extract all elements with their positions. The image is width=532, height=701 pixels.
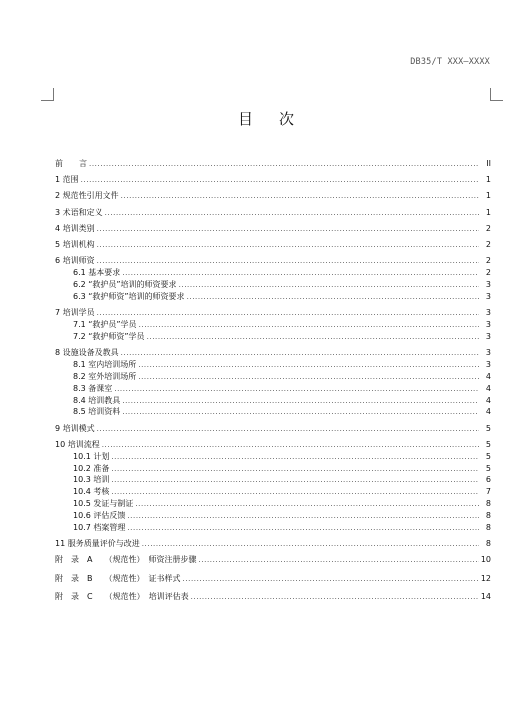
toc-dot-leader bbox=[147, 332, 479, 344]
toc-entry[interactable] bbox=[55, 255, 491, 267]
toc-entry[interactable] bbox=[55, 307, 491, 319]
toc-entry-label: 7.1 “救护员”学员 bbox=[73, 319, 137, 329]
toc-dot-leader bbox=[114, 384, 479, 396]
toc-entry[interactable] bbox=[55, 439, 491, 451]
toc-page-number: 4 bbox=[485, 371, 491, 381]
toc-entry[interactable] bbox=[55, 190, 491, 202]
toc-entry-label: 8 设施设备及教具 bbox=[55, 347, 119, 357]
toc-dot-leader bbox=[187, 292, 479, 304]
toc-entry-label: 10.3 培训 bbox=[73, 475, 110, 485]
toc-entry-label: 3 术语和定义 bbox=[55, 207, 103, 217]
toc-page-number: 5 bbox=[485, 451, 491, 461]
toc-entry-label: 8.5 培训资料 bbox=[73, 407, 121, 417]
toc-entry-label: 7.2 “救护师资”学员 bbox=[73, 331, 145, 341]
toc-entry[interactable] bbox=[55, 371, 491, 383]
toc-page-number: 3 bbox=[485, 307, 491, 317]
document-code: DB35/T XXX—XXXX bbox=[410, 57, 490, 67]
toc-dot-leader bbox=[122, 407, 479, 419]
toc-entry-label: 8.4 培训教具 bbox=[73, 395, 121, 405]
toc-entry-label: 6.1 基本要求 bbox=[73, 268, 121, 278]
toc-dot-leader bbox=[111, 487, 479, 499]
toc-entry-label: 2 规范性引用文件 bbox=[55, 191, 119, 201]
toc-dot-leader bbox=[122, 396, 479, 408]
toc-entry-label: 10.7 档案管理 bbox=[73, 523, 126, 533]
table-of-contents bbox=[55, 158, 491, 606]
toc-dot-leader bbox=[142, 539, 479, 551]
toc-dot-leader bbox=[191, 589, 479, 606]
toc-entry[interactable] bbox=[55, 223, 491, 235]
toc-dot-leader bbox=[138, 372, 479, 384]
toc-page-number: 6 bbox=[485, 475, 491, 485]
toc-dot-leader bbox=[105, 208, 479, 220]
toc-entry[interactable] bbox=[55, 423, 491, 435]
toc-page-number: 14 bbox=[480, 592, 491, 602]
toc-entry-label: 附 录 B （规范性） 证书样式 bbox=[55, 573, 181, 583]
toc-dot-leader bbox=[111, 475, 479, 487]
toc-page-number: 5 bbox=[485, 439, 491, 449]
toc-entry-label: 4 培训类别 bbox=[55, 223, 95, 233]
toc-entry[interactable] bbox=[55, 331, 491, 343]
toc-entry[interactable] bbox=[55, 538, 491, 550]
toc-entry[interactable] bbox=[55, 319, 491, 331]
toc-page-number: 3 bbox=[485, 331, 491, 341]
toc-page-number: 1 bbox=[485, 175, 491, 185]
toc-page-number: 4 bbox=[485, 395, 491, 405]
toc-page-number: II bbox=[486, 159, 491, 168]
toc-entry[interactable] bbox=[55, 279, 491, 291]
toc-dot-leader bbox=[179, 280, 479, 292]
toc-entry-label: 8.2 室外培训场所 bbox=[73, 371, 137, 381]
toc-entry[interactable] bbox=[55, 383, 491, 395]
toc-entry-label: 9 培训模式 bbox=[55, 423, 95, 433]
toc-dot-leader bbox=[97, 240, 479, 252]
toc-page-number: 3 bbox=[485, 319, 491, 329]
toc-dot-leader bbox=[97, 424, 479, 436]
toc-entry[interactable] bbox=[55, 474, 491, 486]
toc-page-number: 2 bbox=[485, 223, 491, 233]
toc-entry[interactable] bbox=[55, 174, 491, 186]
toc-page-number: 12 bbox=[480, 573, 491, 583]
toc-dot-leader bbox=[198, 552, 478, 569]
toc-entry-label: 10.6 评估反馈 bbox=[73, 511, 126, 521]
toc-page-number: 1 bbox=[485, 191, 491, 201]
crop-mark-left bbox=[41, 88, 54, 101]
toc-page-number: 4 bbox=[485, 383, 491, 393]
toc-page-number: 4 bbox=[485, 407, 491, 417]
crop-mark-right bbox=[490, 88, 503, 101]
toc-entry-label: 附 录 A （规范性） 师资注册步骤 bbox=[55, 555, 197, 565]
toc-entry[interactable] bbox=[55, 451, 491, 463]
toc-entry-label: 6.2 “救护员”培训的师资要求 bbox=[73, 279, 177, 289]
toc-entry[interactable] bbox=[55, 571, 491, 588]
toc-page-number: 10 bbox=[480, 555, 491, 565]
toc-page-number: 7 bbox=[485, 487, 491, 497]
toc-dot-leader bbox=[127, 511, 479, 523]
toc-entry[interactable] bbox=[55, 589, 491, 606]
toc-entry-label: 前 言 bbox=[55, 159, 87, 168]
toc-entry-label: 5 培训机构 bbox=[55, 239, 95, 249]
toc-dot-leader bbox=[138, 360, 479, 372]
toc-page-number: 3 bbox=[485, 291, 491, 301]
toc-dot-leader bbox=[111, 452, 479, 464]
toc-entry-label: 6 培训师资 bbox=[55, 256, 95, 266]
toc-entry[interactable] bbox=[55, 359, 491, 371]
toc-dot-leader bbox=[139, 320, 479, 332]
toc-dot-leader bbox=[135, 499, 479, 511]
toc-entry[interactable] bbox=[55, 395, 491, 407]
toc-entry[interactable] bbox=[55, 291, 491, 303]
toc-dot-leader bbox=[81, 175, 479, 187]
toc-entry[interactable] bbox=[55, 239, 491, 251]
toc-page-number: 8 bbox=[485, 511, 491, 521]
toc-page-number: 2 bbox=[485, 239, 491, 249]
toc-entry-label: 8.1 室内培训场所 bbox=[73, 359, 137, 369]
toc-entry[interactable] bbox=[55, 267, 491, 279]
page-title: 目次 bbox=[237, 110, 320, 128]
toc-entry[interactable] bbox=[55, 552, 491, 569]
toc-entry[interactable] bbox=[55, 158, 491, 170]
toc-entry-label: 10.1 计划 bbox=[73, 451, 110, 461]
toc-entry-label: 11 服务质量评价与改进 bbox=[55, 539, 140, 549]
toc-page-number: 3 bbox=[485, 359, 491, 369]
toc-dot-leader bbox=[97, 224, 479, 236]
toc-page-number: 5 bbox=[485, 463, 491, 473]
toc-dot-leader bbox=[102, 440, 479, 452]
toc-entry-label: 1 范围 bbox=[55, 175, 79, 185]
toc-entry[interactable] bbox=[55, 498, 491, 510]
toc-page-number: 2 bbox=[485, 268, 491, 278]
toc-entry-label: 6.3 “救护师资”培训的师资要求 bbox=[73, 291, 185, 301]
toc-dot-leader bbox=[121, 191, 479, 203]
toc-entry[interactable] bbox=[55, 522, 491, 534]
toc-entry-label: 10.2 准备 bbox=[73, 463, 110, 473]
toc-dot-leader bbox=[89, 159, 479, 171]
toc-entry-label: 10.5 发证与制证 bbox=[73, 499, 134, 509]
toc-entry[interactable] bbox=[55, 347, 491, 359]
toc-page-number: 5 bbox=[485, 423, 491, 433]
toc-entry-label: 10.4 考核 bbox=[73, 487, 110, 497]
toc-dot-leader bbox=[127, 523, 479, 535]
toc-page-number: 8 bbox=[485, 499, 491, 509]
toc-entry-label: 7 培训学员 bbox=[55, 307, 95, 317]
toc-entry[interactable] bbox=[55, 486, 491, 498]
toc-entry[interactable] bbox=[55, 463, 491, 475]
toc-dot-leader bbox=[121, 348, 479, 360]
toc-page-number: 1 bbox=[485, 207, 491, 217]
toc-entry-label: 附 录 C （规范性） 培训评估表 bbox=[55, 592, 189, 602]
toc-dot-leader bbox=[97, 308, 479, 320]
toc-page-number: 3 bbox=[485, 279, 491, 289]
toc-dot-leader bbox=[183, 571, 479, 588]
toc-entry[interactable] bbox=[55, 510, 491, 522]
toc-dot-leader bbox=[111, 464, 479, 476]
toc-page-number: 2 bbox=[485, 256, 491, 266]
toc-dot-leader bbox=[97, 256, 479, 268]
toc-page-number: 8 bbox=[485, 539, 491, 549]
toc-entry[interactable] bbox=[55, 406, 491, 418]
toc-page-number: 8 bbox=[485, 523, 491, 533]
toc-entry-label: 10 培训流程 bbox=[55, 439, 100, 449]
toc-entry-label: 8.3 备课室 bbox=[73, 383, 113, 393]
toc-entry[interactable] bbox=[55, 207, 491, 219]
toc-page-number: 3 bbox=[485, 347, 491, 357]
